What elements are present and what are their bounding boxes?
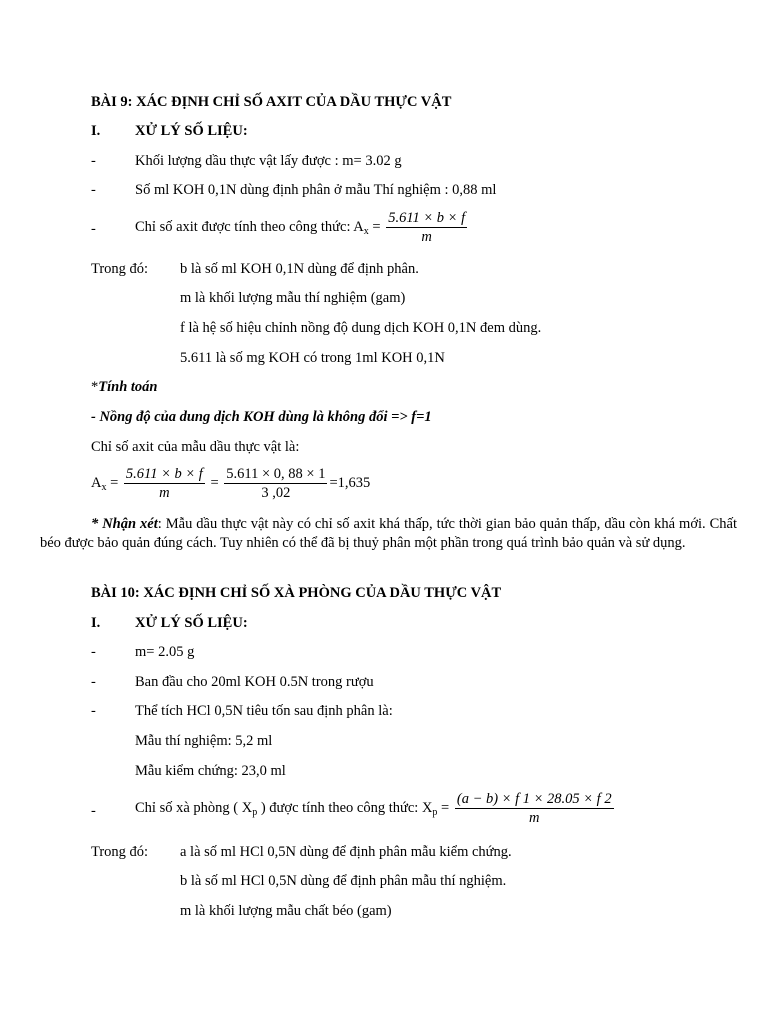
fraction-numerator: 5.611 × b × f [388,210,466,226]
remark-label: * Nhận xét [91,516,158,532]
calc-heading-text: Tính toán [98,379,158,395]
formula-fraction [455,791,614,826]
remark-paragraph [40,515,737,553]
remark-text: : Mẫu dầu thực vật này có chỉ số axit khá thấp, tức thời gian bảo quản thấp, dầu còn khá mới. Chất béo được bảo quản đúng cách. Tuy nhiên có thể đã bị thuỷ phân một phần trong quá trình bảo quản và sử dụng. [40,516,737,551]
formula-label: ) được tính theo công thức: X [257,799,433,816]
list-bullet: - [91,703,96,719]
where-label: Trong đó: [91,261,149,277]
calc-star: * [91,379,99,395]
result-intro: Chỉ số axit của mẫu dầu thực vật là: [91,439,300,455]
where-line: b là số ml HCl 0,5N dùng để định phân mẫu thí nghiệm. [180,873,507,889]
bai9-title: BÀI 9: XÁC ĐỊNH CHỈ SỐ AXIT CỦA DẦU THỰC VẬT [91,94,452,110]
bai10-section-number: I. [91,615,101,631]
list-bullet: - [91,644,96,660]
result-subscript: x [101,481,107,493]
formula-label: Chỉ số xà phòng ( X [135,799,253,816]
where-line: f là hệ số hiệu chỉnh nồng độ dung dịch KOH 0,1N đem dùng. [180,320,542,336]
list-item: Ban đầu cho 20ml KOH 0.5N trong rượu [135,674,374,690]
formula-label: Chỉ số axit được tính theo công thức: A [135,218,364,235]
formula-subscript: x [363,225,369,237]
bai9-formula-line: Chỉ số axit được tính theo công thức: $A_x$ = $\frac{5.611 \times b \times f}{m}$ [135,210,466,245]
result-value: =1,635 [329,474,371,491]
calc-heading [91,378,157,396]
fraction-denominator: m [421,229,432,245]
list-bullet: - [91,221,96,237]
bai10-section-title: XỬ LÝ SỐ LIỆU: [135,615,248,631]
where-line: a là số ml HCl 0,5N dùng để định phân mẫu kiểm chứng. [180,844,512,860]
where-line: m là khối lượng mẫu chất béo (gam) [180,903,392,919]
formula-subscript: p [252,806,258,818]
result-equation: $A_x$ = $\frac{5.611 \times b \times f}{m}$ = $\frac{5.611 \times 0, 88 \times 1}{3 ,02}$ =1,635 [91,466,371,501]
formula-fraction [386,210,467,245]
fraction-numerator: 5.611 × b × f [125,466,203,482]
fraction-denominator: 3 ,02 [261,485,291,501]
formula-subscript: p [432,806,438,818]
concentration-note: - Nồng độ của dung dịch KOH dùng là không đổi => f=1 [91,409,432,425]
where-label: Trong đó: [91,844,149,860]
result-fraction-numeric [224,466,327,501]
list-item: Thể tích HCl 0,5N tiêu tốn sau định phân là: [135,703,393,719]
list-bullet: - [91,182,96,198]
where-line: m là khối lượng mẫu thí nghiệm (gam) [180,290,406,306]
list-bullet: - [91,153,96,169]
list-bullet: - [91,674,96,690]
list-item: Số ml KOH 0,1N dùng định phân ở mẫu Thí nghiệm : 0,88 ml [135,182,497,198]
bai9-section-title: XỬ LÝ SỐ LIỆU: [135,123,248,139]
fraction-denominator: m [159,485,170,501]
bai10-formula-line: Chỉ số xà phòng ( $X_p$ ) được tính theo công thức: $X_p$ = $\frac{(a - b) \times f 1 \times 28.05 \times f 2}{m}$ [135,791,612,826]
list-bullet: - [91,803,96,819]
result-fraction-symbolic [124,466,205,501]
fraction-denominator: m [528,810,540,826]
fraction-numerator: (a − b) × f 1 × 28.05 × f 2 [456,791,612,807]
where-line: b là số ml KOH 0,1N dùng để định phân. [180,261,419,277]
sample-line: Mẫu kiểm chứng: 23,0 ml [135,763,286,779]
sample-line: Mẫu thí nghiệm: 5,2 ml [135,733,273,749]
list-item: Khối lượng dầu thực vật lấy được : m= 3.02 g [135,153,402,169]
bai10-title: BÀI 10: XÁC ĐỊNH CHỈ SỐ XÀ PHÒNG CỦA DẦU THỰC VẬT [91,585,502,601]
fraction-numerator: 5.611 × 0, 88 × 1 [226,466,326,482]
list-item: m= 2.05 g [135,644,195,660]
result-lhs: A [91,474,102,491]
bai9-section-number: I. [91,123,101,139]
where-line: 5.611 là số mg KOH có trong 1ml KOH 0,1N [180,350,445,366]
